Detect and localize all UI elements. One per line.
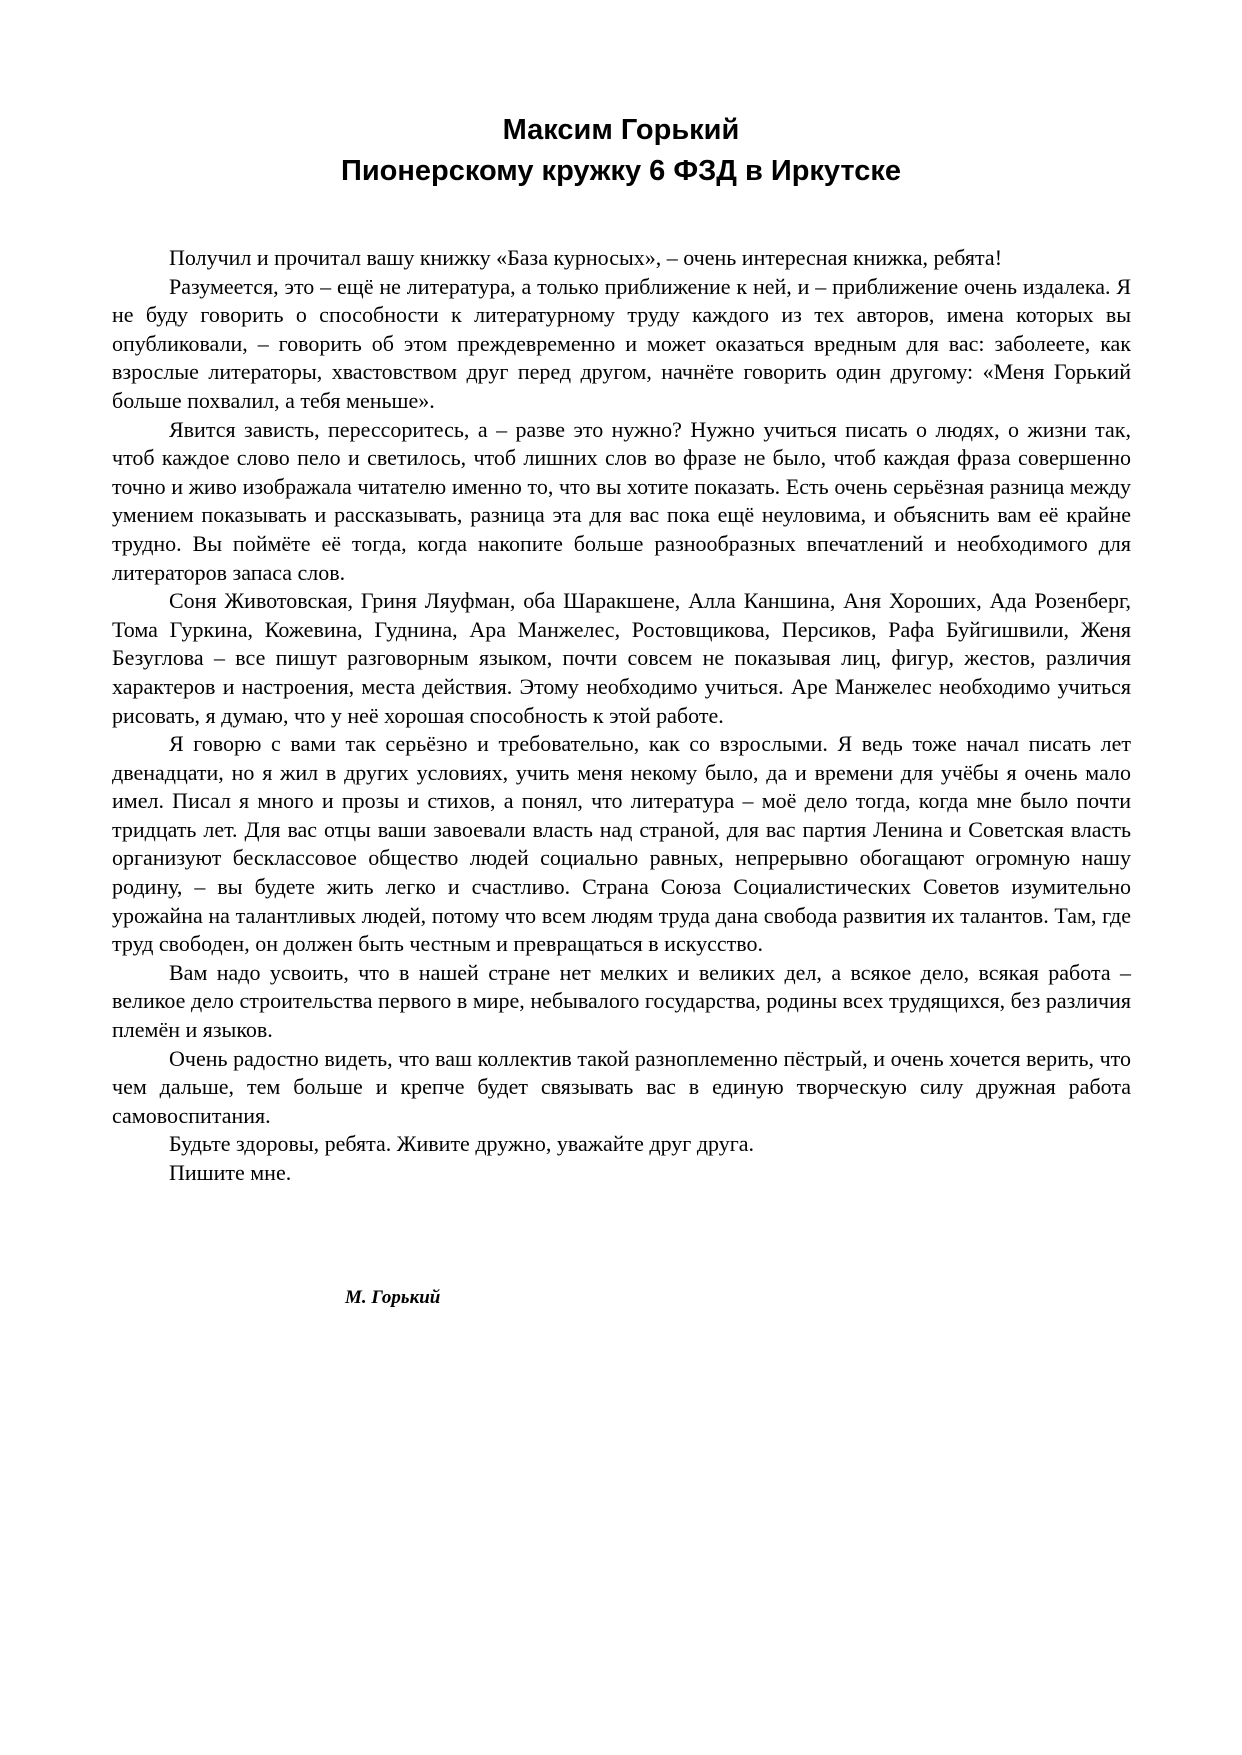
- letter-body: [112, 244, 1131, 1188]
- paragraph: Вам надо усвоить, что в нашей стране нет мелких и великих дел, а всякое дело, всякая работа – великое дело строительства первого в мире, небывалого государства, родины всех трудящихся, без различия племён и языков.: [112, 959, 1131, 1043]
- paragraph: Явится зависть, перессоритесь, а – разве это нужно? Нужно учиться писать о людях, о жизни так, чтоб каждое слово пело и светилось, чтоб лишних слов во фразе не было, чтоб каждая фраза совершенно точно и живо изображала читателю именно то, что вы хотите показать. Есть очень серьёзная разница между умением показывать и рассказывать, разница эта для вас пока ещё неуловима, и объяснить вам её крайне трудно. Вы поймёте её тогда, когда накопите больше разнообразных впечатлений и необходимого для литераторов запаса слов.: [112, 416, 1131, 585]
- document-title: Пионерскому кружку 6 ФЗД в Иркутске: [340, 155, 902, 187]
- paragraph: Очень радостно видеть, что ваш коллектив такой разноплеменно пёстрый, и очень хочется верить, что чем дальше, тем больше и крепче будет связывать вас в единую творческую силу дружная работа самовоспитания.: [112, 1045, 1131, 1128]
- paragraph: Разумеется, это – ещё не литература, а только приближение к ней, и – приближение очень издалека. Я не буду говорить о способности к литературному труду каждого из тех авторов, имена которых вы опубликовали, – говорить об этом преждевременно и может оказаться вредным для вас: заболеете, как взрослые литераторы, хвастовством друг перед другом, начнёте говорить один другому: «Меня Горький больше похвалил, а тебя меньше».: [112, 273, 1131, 413]
- signature: М. Горький: [345, 1287, 441, 1308]
- paragraph: Будьте здоровы, ребята. Живите дружно, уважайте друг друга.: [169, 1131, 755, 1157]
- author-name: Максим Горький: [502, 114, 740, 146]
- paragraph: Пишите мне.: [169, 1160, 292, 1185]
- paragraph: Я говорю с вами так серьёзно и требовательно, как со взрослыми. Я ведь тоже начал писать лет двенадцати, но я жил в других условиях, учить меня некому было, да и времени для учёбы я очень мало имел. Писал я много и прозы и стихов, а понял, что литература – моё дело тогда, когда мне было почти тридцать лет. Для вас отцы ваши завоевали власть над страной, для вас партия Ленина и Советская власть организуют бесклассовое общество людей социально равных, непрерывно обогащают огромную нашу родину, – вы будете жить легко и счастливо. Страна Союза Социалистических Советов изумительно урожайна на талантливых людей, потому что всем людям труда дана свобода развития их талантов. Там, где труд свободен, он должен быть честным и превращаться в искусство.: [112, 731, 1131, 957]
- paragraph: Соня Животовская, Гриня Ляуфман, оба Шаракшене, Алла Каншина, Аня Хороших, Ада Розенберг, Тома Гуркина, Кожевина, Гуднина, Ара Манжелес, Ростовщикова, Персиков, Рафа Буйгишвили, Женя Безуглова – все пишут разговорным языком, почти совсем не показывая лиц, фигур, жестов, различия характеров и настроения, места действия. Этому необходимо учиться. Аре Манжелес необходимо учиться рисовать, я думаю, что у неё хорошая способность к этой работе.: [112, 588, 1131, 728]
- document-heading: [0, 110, 1242, 192]
- paragraph: Получил и прочитал вашу книжку «База курносых», – очень интересная книжка, ребята!: [169, 245, 1003, 270]
